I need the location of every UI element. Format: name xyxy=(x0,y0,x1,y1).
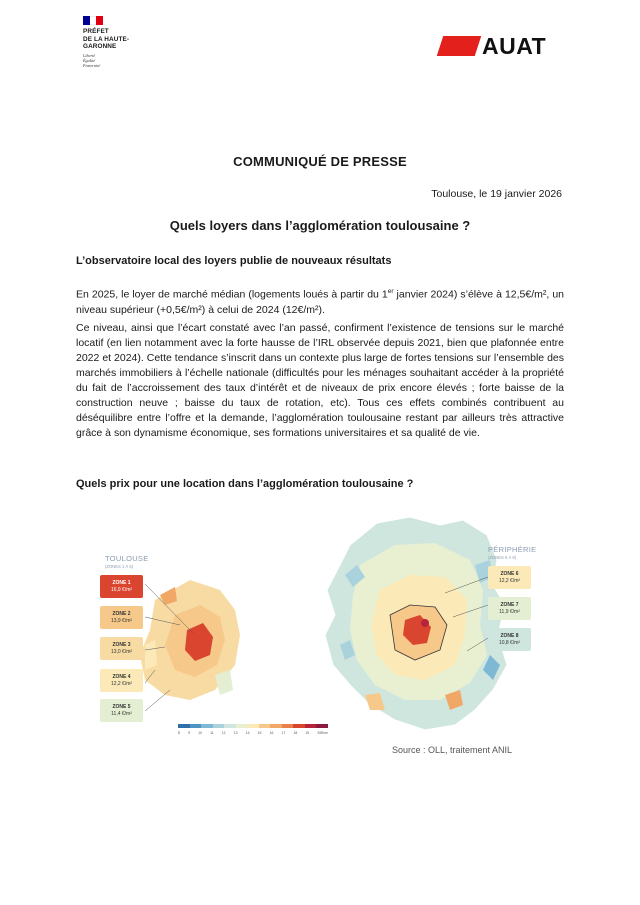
zone-5-box: ZONE 5 11,4 €/m² xyxy=(100,699,143,722)
legend-tick: 19 xyxy=(305,731,310,735)
legend-swatch xyxy=(293,724,305,728)
legend-swatch xyxy=(178,724,190,728)
zone-3-box: ZONE 3 13,0 €/m² xyxy=(100,637,143,660)
legend-swatch xyxy=(282,724,294,728)
toulouse-label: TOULOUSE xyxy=(105,554,149,563)
zone-4-box: ZONE 4 12,2 €/m² xyxy=(100,669,143,692)
toulouse-map xyxy=(140,580,240,711)
legend-tick: 16 xyxy=(269,731,274,735)
prefet-logo xyxy=(83,16,163,68)
legend-tick: 20€/m² xyxy=(317,731,328,735)
zone-7-box: ZONE 7 11,9 €/m² xyxy=(488,597,531,620)
legend-swatch xyxy=(247,724,259,728)
legend-tick: 15 xyxy=(257,731,262,735)
legend-swatch xyxy=(259,724,271,728)
legend-ticks xyxy=(178,731,328,735)
document-title: COMMUNIQUÉ DE PRESSE xyxy=(233,154,407,169)
legend-tick: 13 xyxy=(233,731,238,735)
toulouse-sublabel: (ZONES 1 À 5) xyxy=(105,564,134,569)
paragraph-tensions: Ce niveau, ainsi que l’écart constaté avec l’an passé, confirment l’existence de tensions sur le marché locatif (en lien notamment avec la forte hausse de l’IRL observée depuis 2021, bien que plafonnée entre 2022 et 2024). Cette tendance s’inscrit dans un contexte plus large de fortes tensions sur l’ensemble des marchés immobiliers à l’échelle nationale (difficultés pour les ménages souhaitant accéder à la propriété du fait de l’accroissement des taux d’intérêt et de niveaux de prix encore élevés ; forte baisse de la construction neuve ; baisse du taux de rotation, etc). Tous ces effets combinés contribuent au déséquilibre entre l’offre et la demande, l’agglomération toulousaine restant par ailleurs très attractive grâce à son dynamisme économique, ses formations universitaires et sa qualité de vie. xyxy=(76,322,564,439)
auat-logo xyxy=(440,35,562,57)
legend-tick: 18 xyxy=(293,731,298,735)
legend-swatch xyxy=(224,724,236,728)
legend-swatch xyxy=(316,724,328,728)
zone-1-box: ZONE 1 16,9 €/m² xyxy=(100,575,143,598)
section-title-observatoire: L’observatoire local des loyers publie de nouveaux résultats xyxy=(76,255,392,267)
legend-tick: 9 xyxy=(188,731,190,735)
legend-tick: 8 xyxy=(178,731,180,735)
zone-6-box: ZONE 6 12,2 €/m² xyxy=(488,566,531,589)
legend-tick: 10 xyxy=(198,731,202,735)
rent-map-figure xyxy=(95,505,540,767)
auat-logo-text: AUAT xyxy=(482,33,547,59)
zone-8-box: ZONE 8 10,8 €/m² xyxy=(488,628,531,651)
legend-tick: 11 xyxy=(210,731,214,735)
legend-swatch xyxy=(270,724,282,728)
legend-tick: 14 xyxy=(245,731,250,735)
peripherie-map xyxy=(325,517,507,730)
legend-swatch xyxy=(236,724,248,728)
legend-tick: 17 xyxy=(281,731,286,735)
zone-2-box: ZONE 2 13,9 €/m² xyxy=(100,606,143,629)
peripherie-sublabel: (ZONES 6 À 8) xyxy=(488,555,517,560)
legend-swatch xyxy=(213,724,225,728)
color-scale-legend xyxy=(178,724,328,728)
section-title-prix: Quels prix pour une location dans l’agglomération toulousaine ? xyxy=(76,478,414,490)
headline: Quels loyers dans l’agglomération toulousaine ? xyxy=(169,218,471,233)
legend-swatch xyxy=(305,724,317,728)
legend-tick: 12 xyxy=(221,731,226,735)
auat-logo-shape-icon xyxy=(437,36,481,56)
legend-swatch xyxy=(190,724,202,728)
dateline: Toulouse, le 19 janvier 2026 xyxy=(431,188,562,200)
republic-motto: Liberté Égalité Fraternité xyxy=(83,52,101,68)
prefet-name: PRÉFET DE LA HAUTE- GARONNE xyxy=(83,28,130,51)
paragraph-loyer-median: En 2025, le loyer de marché médian (logements loués à partir du 1er janvier 2024) s’élève à 12,5€/m², un niveau supérieur (+0,5€/m²) à celui de 2024 (12€/m²). xyxy=(76,288,564,316)
legend-swatch xyxy=(201,724,213,728)
marianne-flag-icon xyxy=(83,16,103,25)
figure-source: Source : OLL, traitement ANIL xyxy=(392,745,513,755)
peripherie-label: PÉRIPHÉRIE xyxy=(488,545,537,554)
